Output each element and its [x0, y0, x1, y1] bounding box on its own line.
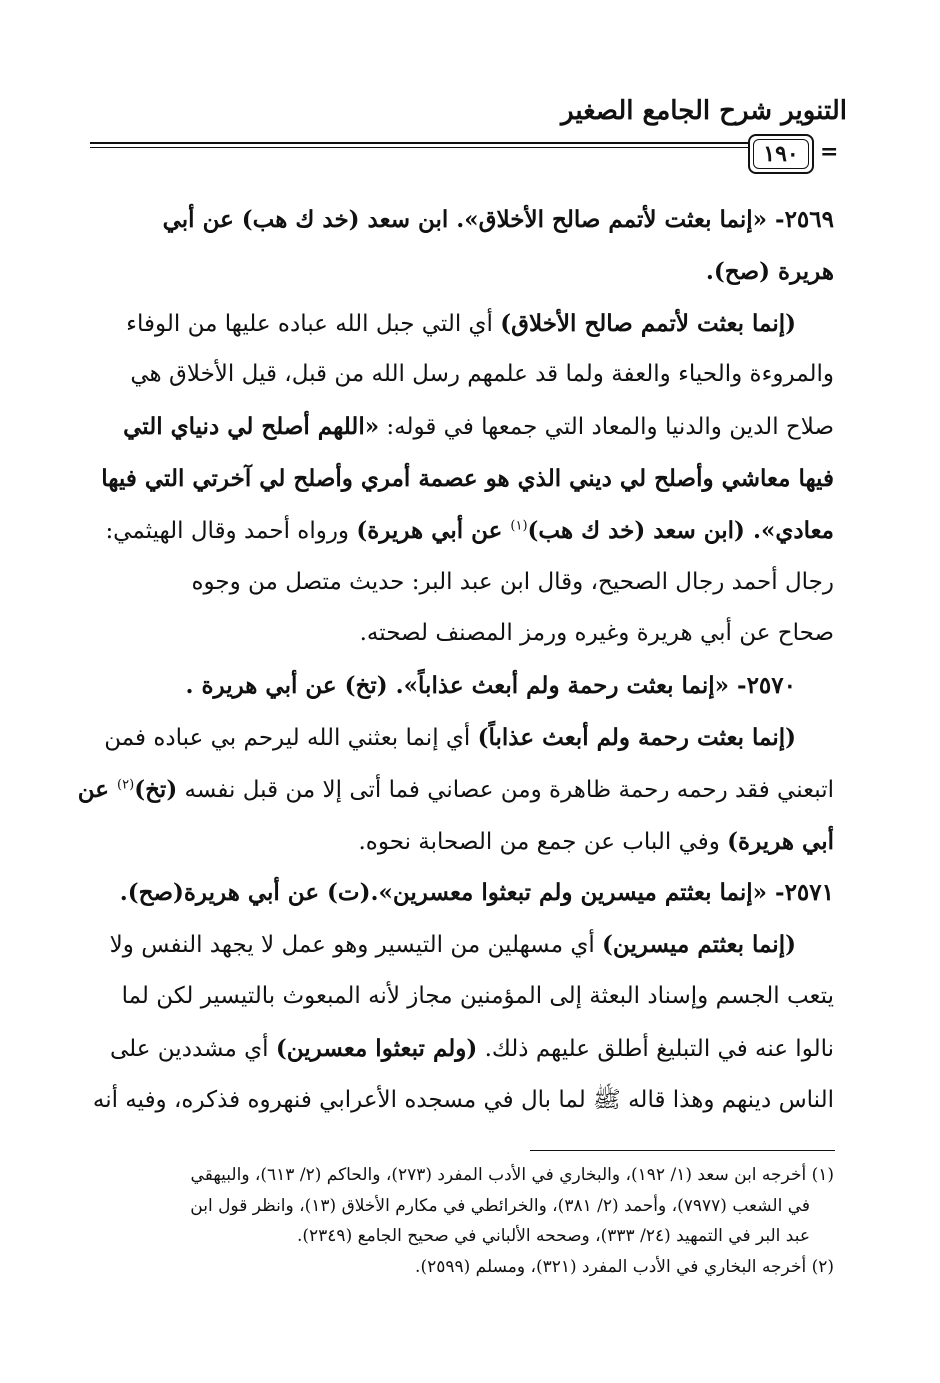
quoted-hadith: (ولم تبعثوا معسرين): [275, 1034, 478, 1062]
text-line: هريرة (صح).: [705, 257, 834, 285]
footnote-2: (٢) أخرجه البخاري في الأدب المفرد (٣٢١)، ومسلم (٢٥٩٩).: [415, 1256, 834, 1277]
text-line: يتعب الجسم وإسناد البعثة إلى المؤمنين مجاز لأنه المبعوث بالتيسير لكن لما: [121, 982, 834, 1009]
text-line: الناس دينهم وهذا قاله ﷺ لما بال في مسجده الأعرابي فنهروه فذكره، وفيه أنه: [92, 1086, 834, 1113]
text-line: اتبعني فقد رحمه رحمة ظاهرة ومن عصاني فما أتى إلا من قبل نفسه (تخ)$^{(٢)}$ عن: [77, 775, 834, 803]
footnote-separator: [530, 1150, 835, 1151]
hadith-2569: ٢٥٦٩- «إنما بعثت لأتمم صالح الأخلاق». ابن سعد (خد ك هب) عن أبي: [162, 206, 834, 233]
page-number: ١٩٠: [763, 141, 799, 167]
commentary-line: (إنما بعثت لأتمم صالح الأخلاق) أي التي جبل الله عباده عليها من الوفاء: [126, 309, 796, 337]
text-line: رجال أحمد رجال الصحيح، وقال ابن عبد البر: حديث متصل من وجوه: [191, 568, 834, 595]
footnote-1-cont: عبد البر في التمهيد (٢٤/ ٣٣٣)، وصححه الألباني في صحيح الجامع (٢٣٤٩).: [296, 1226, 810, 1246]
text-line: صلاح الدين والدنيا والمعاد التي جمعها في قوله: «اللهم أصلح لي دنياي التي: [123, 413, 834, 441]
text-line: أبي هريرة) وفي الباب عن جمع من الصحابة نحوه.: [358, 827, 834, 855]
main-text: [77, 194, 834, 1126]
source-citation: (ابن سعد (خد ك هب): [527, 516, 745, 544]
hadith-2570: ٢٥٧٠- «إنما بعثت رحمة ولم أبعث عذاباً». (تخ) عن أبي هريرة .: [185, 672, 796, 700]
quoted-hadith: (إنما بعثت رحمة ولم أبعث عذاباً): [477, 723, 796, 751]
header-rule: [90, 130, 750, 170]
header-edge-mark: =: [820, 139, 839, 165]
text-line: والمروءة والحياء والعفة ولما قد علمهم رسل الله من قبل، قيل الأخلاق هي: [130, 361, 834, 388]
commentary-line: (إنما بعثتم ميسرين) أي مسهلين من التيسير وهو عمل لا يجهد النفس ولا: [109, 931, 796, 959]
source-citation: (تخ): [134, 775, 178, 803]
footnote-1: (١) أخرجه ابن سعد (١/ ١٩٢)، والبخاري في الأدب المفرد (٢٧٣)، والحاكم (٢/ ٦١٣)، والبيهقي: [190, 1165, 834, 1185]
header-rule-thin: [90, 147, 750, 148]
footnote-ref-2: (٢): [117, 777, 135, 793]
running-title: التنوير شرح الجامع الصغير: [561, 96, 847, 126]
footnotes: [90, 1160, 834, 1282]
footnote-1-cont: في الشعب (٧٩٧٧)، وأحمد (٢/ ٣٨١)، والخرائطي في مكارم الأخلاق (١٣)، وانظر قول ابن: [190, 1195, 810, 1216]
header-rule-thick: [90, 142, 750, 144]
text-line: فيها معاشي وأصلح لي ديني الذي هو عصمة أمري وأصلح لي آخرتي التي فيها: [101, 464, 834, 492]
hadith-2571: ٢٥٧١- «إنما بعثتم ميسرين ولم تبعثوا معسرين».(ت) عن أبي هريرة(صح).: [119, 879, 834, 907]
commentary-line: (إنما بعثت رحمة ولم أبعث عذاباً) أي إنما بعثني الله ليرحم بي عباده فمن: [104, 723, 796, 751]
page-number-frame: [748, 134, 814, 174]
text-line: نالوا عنه في التبليغ أطلق عليهم ذلك. (ولم تبعثوا معسرين) أي مشددين على: [109, 1034, 834, 1062]
quoted-hadith: (إنما بعثت لأتمم صالح الأخلاق): [500, 309, 796, 337]
text-line: صحاح عن أبي هريرة وغيره ورمز المصنف لصحته.: [359, 620, 834, 647]
quoted-dua: «اللهم أصلح لي دنياي التي: [123, 413, 380, 441]
text-line: معادي». (ابن سعد (خد ك هب)$^{(١)}$ عن أبي هريرة) ورواه أحمد وقال الهيثمي:: [105, 516, 834, 544]
quoted-hadith: (إنما بعثتم ميسرين): [602, 931, 796, 959]
footnote-ref-1: (١): [510, 518, 528, 534]
